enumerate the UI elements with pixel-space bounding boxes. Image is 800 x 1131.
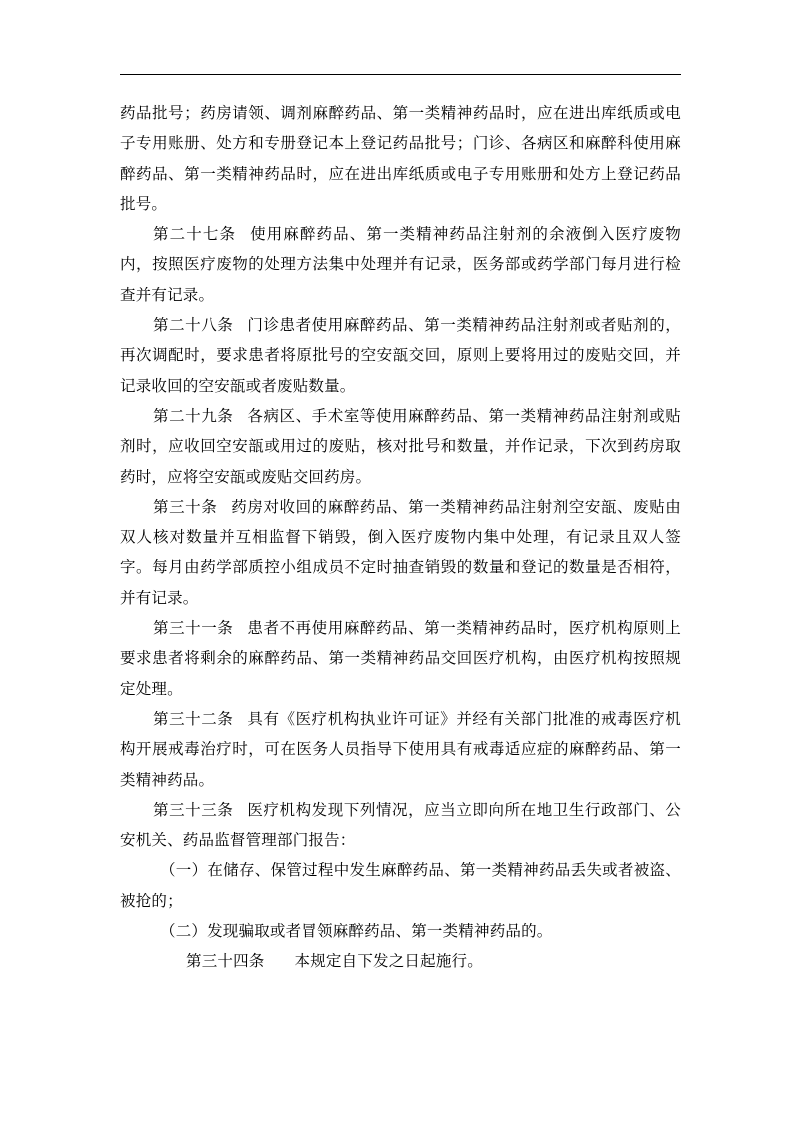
article-33 <box>120 795 681 856</box>
article-number: 第三十二条 <box>153 709 234 728</box>
article-text: 各病区、手术室等使用麻醉药品、第一类精神药品注射剂或贴剂时，应收回空安瓿或用过的废贴，核对批号和数量，并作记录，下次到药房取药时，应将空安瓿或废贴交回药房。 <box>120 406 681 486</box>
article-text: 本规定自下发之日起施行。 <box>294 952 483 971</box>
article-text: 具有《医疗机构执业许可证》并经有关部门批准的戒毒医疗机构开展戒毒治疗时，可在医务人员指导下使用具有戒毒适应症的麻醉药品、第一类精神药品。 <box>120 709 681 789</box>
article-34 <box>120 946 681 976</box>
article-32 <box>120 704 681 795</box>
article-number: 第三十三条 <box>153 800 234 819</box>
article-29 <box>120 401 681 492</box>
header-rule <box>120 74 681 75</box>
article-number: 第二十八条 <box>153 316 234 335</box>
article-30 <box>120 492 681 613</box>
list-item-1: （一）在储存、保管过程中发生麻醉药品、第一类精神药品丢失或者被盗、被抢的； <box>120 861 681 910</box>
document-body <box>120 98 681 977</box>
article-number: 第三十一条 <box>153 619 234 638</box>
article-31 <box>120 613 681 704</box>
article-number: 第三十条 <box>153 497 218 516</box>
article-text: 药房对收回的麻醉药品、第一类精神药品注射剂空安瓿、废贴由双人核对数量并互相监督下销毁，倒入医疗废物内集中处理，有记录且双人签字。每月由药学部质控小组成员不定时抽查销毁的数量和登记的数量是否相符，并有记录。 <box>120 497 681 607</box>
article-number: 第三十四条 <box>186 952 265 971</box>
list-item-2: （二）发现骗取或者冒领麻醉药品、第一类精神药品的。 <box>160 922 553 941</box>
article-28 <box>120 310 681 401</box>
article-27 <box>120 219 681 310</box>
article-text: 医疗机构发现下列情况，应当立即向所在地卫生行政部门、公安机关、药品监督管理部门报告： <box>120 800 681 850</box>
article-number: 第二十九条 <box>153 406 234 425</box>
article-text: 门诊患者使用麻醉药品、第一类精神药品注射剂或者贴剂的，再次调配时，要求患者将原批号的空安瓿交回，原则上要将用过的废贴交回，并记录收回的空安瓿或者废贴数量。 <box>120 316 681 395</box>
article-text: 使用麻醉药品、第一类精神药品注射剂的余液倒入医疗废物内，按照医疗废物的处理方法集中处理并有记录，医务部或药学部门每月进行检查并有记录。 <box>120 225 681 304</box>
continuation-paragraph: 药品批号；药房请领、调剂麻醉药品、第一类精神药品时，应在进出库纸质或电子专用账册、处方和专册登记本上登记药品批号；门诊、各病区和麻醉科使用麻醉药品、第一类精神药品时，应在进出库纸质或电子专用账册和处方上登记药品批号。 <box>120 104 681 213</box>
article-number: 第二十七条 <box>153 225 237 244</box>
article-text: 患者不再使用麻醉药品、第一类精神药品时，医疗机构原则上要求患者将剩余的麻醉药品、第一类精神药品交回医疗机构，由医疗机构按照规定处理。 <box>120 619 681 698</box>
